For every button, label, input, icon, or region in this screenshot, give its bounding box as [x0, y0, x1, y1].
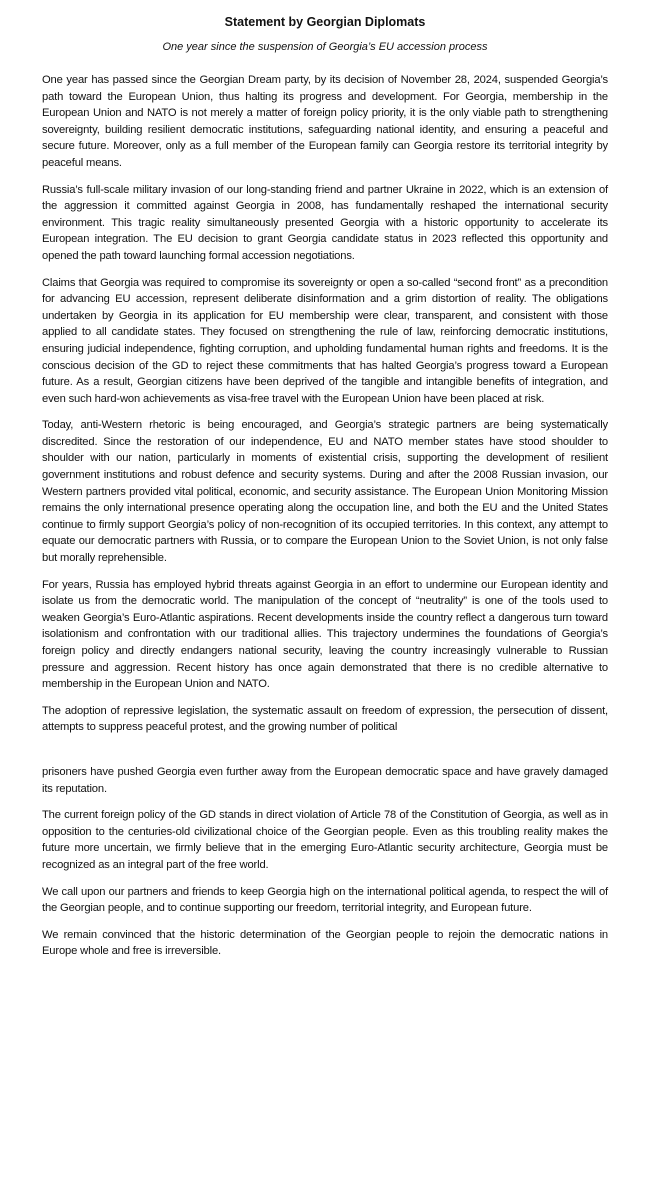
paragraph-6: The adoption of repressive legislation, the systematic assault on freedom of expression, the persecution of dissent, attempts to suppress peaceful protest, and the growing number of political	[42, 704, 608, 734]
paragraph-7: The current foreign policy of the GD stands in direct violation of Article 78 of the Constitution of Georgia, as well as in opposition to the centuries-old civilizational choice of the Georgian people. Even as this troubling reality makes the future more uncertain, we firmly believe that in the emerging Euro-Atlantic security architecture, Georgia must be recognized as an integral part of the free world.	[42, 809, 608, 871]
paragraph-6-continued: prisoners have pushed Georgia even further away from the European democratic space and have gravely damaged its reputation.	[42, 765, 608, 795]
statement-document	[42, 14, 608, 970]
paragraph-1: One year has passed since the Georgian Dream party, by its decision of November 28, 2024, suspended Georgia’s path toward the European Union, thus halting its progress and development. For Georgia, membership in the European Union and NATO is not merely a matter of foreign policy priority, it is the only viable path to strengthening sovereignty, building resilient democratic institutions, safeguarding national identity, and ensuring a peaceful and secure future. Moreover, only as a full member of the European family can Georgia restore its territorial integrity by peaceful means.	[42, 74, 608, 169]
paragraph-4: Today, anti-Western rhetoric is being encouraged, and Georgia’s strategic partners are being systematically discredited. Since the restoration of our independence, EU and NATO member states have stood shoulder to shoulder with our nation, particularly in moments of existential crisis, supporting the development of resilient government institutions and robust defence and security systems. During and after the 2008 Russian invasion, our Western partners provided vital political, economic, and security assistance. The European Union Monitoring Mission remains the only international presence operating along the occupation line, and both the EU and the United States continue to firmly support Georgia’s policy of non-recognition of its occupied territories. In this context, any attempt to equate our democratic partners with Russia, or to compare the European Union to the Soviet Union, is not only false but morally reprehensible.	[42, 419, 608, 565]
paragraph-9: We remain convinced that the historic determination of the Georgian people to rejoin the democratic nations in Europe whole and free is irreversible.	[42, 928, 608, 958]
paragraph-2: Russia’s full-scale military invasion of our long-standing friend and partner Ukraine in 2022, which is an extension of the aggression it committed against Georgia in 2008, has fundamentally reshaped the international security environment. This tragic reality simultaneously presented Georgia with a historic opportunity to accelerate its European integration. The EU decision to grant Georgia candidate status in 2023 reflected this opportunity and opened the path toward launching formal accession negotiations.	[42, 183, 608, 262]
paragraph-8: We call upon our partners and friends to keep Georgia high on the international political agenda, to respect the will of the Georgian people, and to continue supporting our freedom, territorial integrity, and European future.	[42, 885, 608, 915]
document-title: Statement by Georgian Diplomats	[224, 15, 426, 29]
paragraph-3: Claims that Georgia was required to compromise its sovereignty or open a so-called “second front” as a precondition for advancing EU accession, represent deliberate disinformation and a grim distortion of reality. The obligations undertaken by Georgia in its application for EU membership were clear, transparent, and consistent with those applied to all candidate states. They focused on strengthening the rule of law, reinforcing democratic institutions, ensuring judicial independence, fighting corruption, and upholding fundamental human rights and freedoms. It is the conscious decision of the GD to reject these commitments that has halted Georgia’s progress toward a European future. As a result, Georgian citizens have been deprived of the tangible and intangible benefits of integration, and even such hard-won achievements as visa-free travel with the European Union have been placed at risk.	[42, 276, 608, 405]
document-subtitle: One year since the suspension of Georgia’s EU accession process	[162, 41, 488, 53]
paragraph-5: For years, Russia has employed hybrid threats against Georgia in an effort to undermine our European identity and isolate us from the democratic world. The manipulation of the concept of “neutrality” is one of the tools used to weaken Georgia’s Euro-Atlantic aspirations. Recent developments inside the country reflect a dangerous turn toward isolationism and confrontation with our traditional allies. This trajectory undermines the foundations of Georgia’s foreign policy and directly endangers national security, leaving the country increasingly vulnerable to Russian pressure and aggression. Recent history has once again demonstrated that there is no credible alternative to membership in the European Union and NATO.	[42, 578, 608, 691]
page-break	[42, 746, 608, 764]
